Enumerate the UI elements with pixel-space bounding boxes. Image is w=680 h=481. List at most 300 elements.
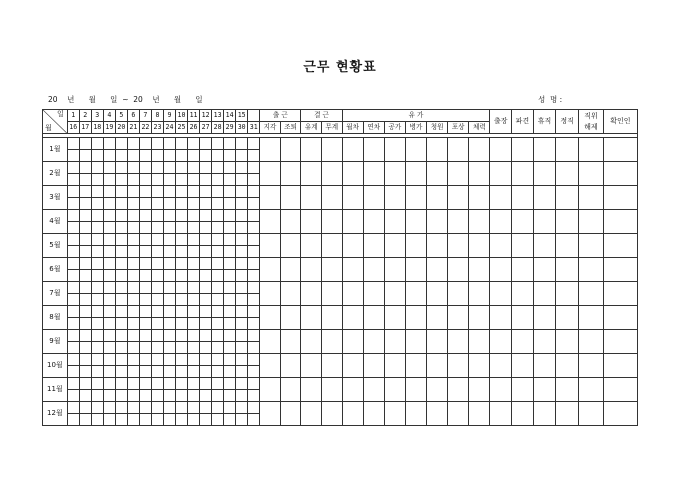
day-cell[interactable] <box>139 342 151 354</box>
day-cell[interactable] <box>139 234 151 246</box>
day-cell[interactable] <box>151 198 163 210</box>
day-cell[interactable] <box>188 294 200 306</box>
day-cell[interactable] <box>151 270 163 282</box>
day-cell[interactable] <box>151 378 163 390</box>
count-cell[interactable] <box>427 354 448 378</box>
count-cell[interactable] <box>490 378 512 402</box>
count-cell[interactable] <box>603 306 637 330</box>
day-cell[interactable] <box>224 186 236 198</box>
day-cell[interactable] <box>224 270 236 282</box>
day-cell[interactable] <box>127 198 139 210</box>
count-cell[interactable] <box>448 186 469 210</box>
count-cell[interactable] <box>342 306 363 330</box>
day-cell[interactable] <box>103 246 115 258</box>
day-cell[interactable] <box>200 210 212 222</box>
day-cell[interactable] <box>151 282 163 294</box>
count-cell[interactable] <box>363 186 384 210</box>
day-cell[interactable] <box>163 402 175 414</box>
day-cell[interactable] <box>248 174 260 186</box>
day-cell[interactable] <box>248 246 260 258</box>
day-cell[interactable] <box>176 234 188 246</box>
day-cell[interactable] <box>163 318 175 330</box>
day-cell[interactable] <box>200 162 212 174</box>
day-cell[interactable] <box>103 150 115 162</box>
day-cell[interactable] <box>163 342 175 354</box>
count-cell[interactable] <box>603 354 637 378</box>
count-cell[interactable] <box>579 186 604 210</box>
day-cell[interactable] <box>127 366 139 378</box>
day-cell[interactable] <box>176 246 188 258</box>
day-cell[interactable] <box>79 414 91 426</box>
count-cell[interactable] <box>448 138 469 162</box>
day-cell[interactable] <box>236 402 248 414</box>
day-cell[interactable] <box>224 402 236 414</box>
count-cell[interactable] <box>384 210 405 234</box>
count-cell[interactable] <box>603 282 637 306</box>
day-cell[interactable] <box>151 402 163 414</box>
day-cell[interactable] <box>248 282 260 294</box>
count-cell[interactable] <box>260 138 281 162</box>
day-cell[interactable] <box>139 414 151 426</box>
count-cell[interactable] <box>427 378 448 402</box>
day-cell[interactable] <box>67 234 79 246</box>
count-cell[interactable] <box>260 402 281 426</box>
count-cell[interactable] <box>579 258 604 282</box>
count-cell[interactable] <box>512 210 534 234</box>
day-cell[interactable] <box>188 150 200 162</box>
day-cell[interactable] <box>103 270 115 282</box>
day-cell[interactable] <box>91 162 103 174</box>
day-cell[interactable] <box>212 174 224 186</box>
count-cell[interactable] <box>405 258 426 282</box>
day-cell[interactable] <box>224 306 236 318</box>
count-cell[interactable] <box>512 378 534 402</box>
day-cell[interactable] <box>236 330 248 342</box>
count-cell[interactable] <box>322 210 343 234</box>
count-cell[interactable] <box>322 306 343 330</box>
day-cell[interactable] <box>103 354 115 366</box>
count-cell[interactable] <box>469 186 490 210</box>
count-cell[interactable] <box>469 330 490 354</box>
day-cell[interactable] <box>224 258 236 270</box>
day-cell[interactable] <box>67 402 79 414</box>
day-cell[interactable] <box>236 306 248 318</box>
day-cell[interactable] <box>212 354 224 366</box>
day-cell[interactable] <box>91 366 103 378</box>
count-cell[interactable] <box>260 306 281 330</box>
count-cell[interactable] <box>363 234 384 258</box>
count-cell[interactable] <box>490 234 512 258</box>
count-cell[interactable] <box>405 378 426 402</box>
count-cell[interactable] <box>363 138 384 162</box>
count-cell[interactable] <box>260 378 281 402</box>
day-cell[interactable] <box>127 402 139 414</box>
day-cell[interactable] <box>176 390 188 402</box>
day-cell[interactable] <box>212 198 224 210</box>
day-cell[interactable] <box>127 150 139 162</box>
day-cell[interactable] <box>248 162 260 174</box>
count-cell[interactable] <box>512 330 534 354</box>
count-cell[interactable] <box>301 378 322 402</box>
day-cell[interactable] <box>176 282 188 294</box>
count-cell[interactable] <box>556 378 579 402</box>
count-cell[interactable] <box>533 330 556 354</box>
count-cell[interactable] <box>603 210 637 234</box>
day-cell[interactable] <box>224 234 236 246</box>
day-cell[interactable] <box>139 270 151 282</box>
count-cell[interactable] <box>448 306 469 330</box>
count-cell[interactable] <box>603 258 637 282</box>
count-cell[interactable] <box>512 234 534 258</box>
count-cell[interactable] <box>405 138 426 162</box>
day-cell[interactable] <box>200 318 212 330</box>
day-cell[interactable] <box>67 186 79 198</box>
day-cell[interactable] <box>176 330 188 342</box>
count-cell[interactable] <box>469 234 490 258</box>
day-cell[interactable] <box>200 378 212 390</box>
count-cell[interactable] <box>556 210 579 234</box>
count-cell[interactable] <box>301 138 322 162</box>
day-cell[interactable] <box>139 330 151 342</box>
count-cell[interactable] <box>280 402 301 426</box>
day-cell[interactable] <box>91 390 103 402</box>
day-cell[interactable] <box>115 258 127 270</box>
day-cell[interactable] <box>115 378 127 390</box>
count-cell[interactable] <box>469 258 490 282</box>
day-cell[interactable] <box>200 258 212 270</box>
day-cell[interactable] <box>212 150 224 162</box>
day-cell[interactable] <box>139 318 151 330</box>
day-cell[interactable] <box>200 282 212 294</box>
day-cell[interactable] <box>103 414 115 426</box>
day-cell[interactable] <box>188 282 200 294</box>
count-cell[interactable] <box>322 258 343 282</box>
day-cell[interactable] <box>212 222 224 234</box>
count-cell[interactable] <box>512 306 534 330</box>
day-cell[interactable] <box>91 414 103 426</box>
day-cell[interactable] <box>200 390 212 402</box>
day-cell[interactable] <box>224 282 236 294</box>
day-cell[interactable] <box>176 378 188 390</box>
day-cell[interactable] <box>248 306 260 318</box>
day-cell[interactable] <box>115 390 127 402</box>
count-cell[interactable] <box>301 354 322 378</box>
day-cell[interactable] <box>79 258 91 270</box>
day-cell[interactable] <box>188 186 200 198</box>
day-cell[interactable] <box>151 258 163 270</box>
day-cell[interactable] <box>67 342 79 354</box>
count-cell[interactable] <box>490 330 512 354</box>
day-cell[interactable] <box>188 270 200 282</box>
count-cell[interactable] <box>512 138 534 162</box>
day-cell[interactable] <box>127 330 139 342</box>
count-cell[interactable] <box>427 234 448 258</box>
day-cell[interactable] <box>224 162 236 174</box>
day-cell[interactable] <box>103 330 115 342</box>
count-cell[interactable] <box>448 210 469 234</box>
count-cell[interactable] <box>384 258 405 282</box>
count-cell[interactable] <box>603 186 637 210</box>
day-cell[interactable] <box>248 402 260 414</box>
count-cell[interactable] <box>405 210 426 234</box>
count-cell[interactable] <box>490 138 512 162</box>
day-cell[interactable] <box>248 318 260 330</box>
day-cell[interactable] <box>127 210 139 222</box>
day-cell[interactable] <box>163 306 175 318</box>
day-cell[interactable] <box>176 402 188 414</box>
day-cell[interactable] <box>79 198 91 210</box>
day-cell[interactable] <box>115 354 127 366</box>
day-cell[interactable] <box>163 198 175 210</box>
count-cell[interactable] <box>579 402 604 426</box>
day-cell[interactable] <box>115 186 127 198</box>
day-cell[interactable] <box>67 150 79 162</box>
day-cell[interactable] <box>103 306 115 318</box>
day-cell[interactable] <box>91 186 103 198</box>
count-cell[interactable] <box>533 138 556 162</box>
day-cell[interactable] <box>115 270 127 282</box>
count-cell[interactable] <box>556 186 579 210</box>
count-cell[interactable] <box>342 402 363 426</box>
day-cell[interactable] <box>139 282 151 294</box>
day-cell[interactable] <box>200 414 212 426</box>
day-cell[interactable] <box>139 306 151 318</box>
day-cell[interactable] <box>200 306 212 318</box>
count-cell[interactable] <box>363 354 384 378</box>
day-cell[interactable] <box>212 186 224 198</box>
day-cell[interactable] <box>151 318 163 330</box>
count-cell[interactable] <box>405 306 426 330</box>
day-cell[interactable] <box>115 282 127 294</box>
count-cell[interactable] <box>579 378 604 402</box>
count-cell[interactable] <box>384 186 405 210</box>
day-cell[interactable] <box>248 414 260 426</box>
day-cell[interactable] <box>236 318 248 330</box>
day-cell[interactable] <box>236 414 248 426</box>
day-cell[interactable] <box>236 174 248 186</box>
count-cell[interactable] <box>603 162 637 186</box>
day-cell[interactable] <box>151 342 163 354</box>
day-cell[interactable] <box>224 174 236 186</box>
day-cell[interactable] <box>151 414 163 426</box>
day-cell[interactable] <box>79 210 91 222</box>
count-cell[interactable] <box>490 402 512 426</box>
count-cell[interactable] <box>405 162 426 186</box>
day-cell[interactable] <box>67 138 79 150</box>
day-cell[interactable] <box>248 378 260 390</box>
day-cell[interactable] <box>188 210 200 222</box>
day-cell[interactable] <box>115 198 127 210</box>
day-cell[interactable] <box>176 222 188 234</box>
day-cell[interactable] <box>67 318 79 330</box>
day-cell[interactable] <box>248 330 260 342</box>
count-cell[interactable] <box>603 234 637 258</box>
day-cell[interactable] <box>91 330 103 342</box>
day-cell[interactable] <box>139 198 151 210</box>
count-cell[interactable] <box>427 282 448 306</box>
day-cell[interactable] <box>151 306 163 318</box>
day-cell[interactable] <box>200 246 212 258</box>
day-cell[interactable] <box>79 270 91 282</box>
day-cell[interactable] <box>224 330 236 342</box>
count-cell[interactable] <box>579 306 604 330</box>
day-cell[interactable] <box>224 210 236 222</box>
count-cell[interactable] <box>427 258 448 282</box>
day-cell[interactable] <box>188 174 200 186</box>
count-cell[interactable] <box>280 138 301 162</box>
count-cell[interactable] <box>490 306 512 330</box>
day-cell[interactable] <box>103 210 115 222</box>
count-cell[interactable] <box>556 162 579 186</box>
day-cell[interactable] <box>200 402 212 414</box>
day-cell[interactable] <box>127 162 139 174</box>
day-cell[interactable] <box>176 174 188 186</box>
day-cell[interactable] <box>139 210 151 222</box>
day-cell[interactable] <box>67 174 79 186</box>
day-cell[interactable] <box>248 258 260 270</box>
day-cell[interactable] <box>236 390 248 402</box>
day-cell[interactable] <box>176 138 188 150</box>
count-cell[interactable] <box>579 162 604 186</box>
day-cell[interactable] <box>103 138 115 150</box>
count-cell[interactable] <box>512 282 534 306</box>
day-cell[interactable] <box>236 258 248 270</box>
day-cell[interactable] <box>115 318 127 330</box>
count-cell[interactable] <box>322 186 343 210</box>
day-cell[interactable] <box>67 198 79 210</box>
day-cell[interactable] <box>79 150 91 162</box>
day-cell[interactable] <box>67 210 79 222</box>
count-cell[interactable] <box>363 330 384 354</box>
day-cell[interactable] <box>163 330 175 342</box>
day-cell[interactable] <box>139 378 151 390</box>
period-field[interactable]: 20 년 월 일 ~ 20 년 월 일 <box>48 95 203 104</box>
day-cell[interactable] <box>163 210 175 222</box>
day-cell[interactable] <box>224 198 236 210</box>
count-cell[interactable] <box>556 234 579 258</box>
count-cell[interactable] <box>260 258 281 282</box>
day-cell[interactable] <box>151 222 163 234</box>
day-cell[interactable] <box>115 306 127 318</box>
day-cell[interactable] <box>212 138 224 150</box>
day-cell[interactable] <box>115 342 127 354</box>
count-cell[interactable] <box>579 234 604 258</box>
day-cell[interactable] <box>212 306 224 318</box>
day-cell[interactable] <box>163 234 175 246</box>
count-cell[interactable] <box>342 258 363 282</box>
day-cell[interactable] <box>212 270 224 282</box>
count-cell[interactable] <box>280 186 301 210</box>
day-cell[interactable] <box>224 354 236 366</box>
count-cell[interactable] <box>384 282 405 306</box>
day-cell[interactable] <box>163 282 175 294</box>
count-cell[interactable] <box>363 258 384 282</box>
day-cell[interactable] <box>248 186 260 198</box>
count-cell[interactable] <box>490 210 512 234</box>
day-cell[interactable] <box>248 342 260 354</box>
count-cell[interactable] <box>469 378 490 402</box>
day-cell[interactable] <box>67 258 79 270</box>
count-cell[interactable] <box>448 162 469 186</box>
day-cell[interactable] <box>200 234 212 246</box>
day-cell[interactable] <box>91 378 103 390</box>
day-cell[interactable] <box>212 162 224 174</box>
day-cell[interactable] <box>127 318 139 330</box>
count-cell[interactable] <box>556 258 579 282</box>
day-cell[interactable] <box>67 354 79 366</box>
day-cell[interactable] <box>176 258 188 270</box>
count-cell[interactable] <box>280 282 301 306</box>
day-cell[interactable] <box>103 402 115 414</box>
day-cell[interactable] <box>200 150 212 162</box>
count-cell[interactable] <box>384 330 405 354</box>
day-cell[interactable] <box>163 246 175 258</box>
day-cell[interactable] <box>236 246 248 258</box>
count-cell[interactable] <box>405 402 426 426</box>
day-cell[interactable] <box>67 294 79 306</box>
count-cell[interactable] <box>405 282 426 306</box>
count-cell[interactable] <box>342 162 363 186</box>
count-cell[interactable] <box>533 186 556 210</box>
day-cell[interactable] <box>163 162 175 174</box>
count-cell[interactable] <box>342 234 363 258</box>
count-cell[interactable] <box>363 402 384 426</box>
count-cell[interactable] <box>427 402 448 426</box>
day-cell[interactable] <box>139 402 151 414</box>
day-cell[interactable] <box>127 258 139 270</box>
day-cell[interactable] <box>212 210 224 222</box>
day-cell[interactable] <box>163 390 175 402</box>
count-cell[interactable] <box>322 378 343 402</box>
day-cell[interactable] <box>176 354 188 366</box>
day-cell[interactable] <box>67 390 79 402</box>
day-cell[interactable] <box>176 162 188 174</box>
day-cell[interactable] <box>224 378 236 390</box>
day-cell[interactable] <box>200 354 212 366</box>
count-cell[interactable] <box>322 282 343 306</box>
day-cell[interactable] <box>188 198 200 210</box>
count-cell[interactable] <box>260 162 281 186</box>
count-cell[interactable] <box>427 162 448 186</box>
day-cell[interactable] <box>67 282 79 294</box>
day-cell[interactable] <box>236 138 248 150</box>
day-cell[interactable] <box>127 354 139 366</box>
day-cell[interactable] <box>236 342 248 354</box>
count-cell[interactable] <box>260 234 281 258</box>
count-cell[interactable] <box>556 306 579 330</box>
day-cell[interactable] <box>188 318 200 330</box>
day-cell[interactable] <box>163 138 175 150</box>
day-cell[interactable] <box>103 222 115 234</box>
day-cell[interactable] <box>236 378 248 390</box>
day-cell[interactable] <box>176 150 188 162</box>
count-cell[interactable] <box>384 138 405 162</box>
count-cell[interactable] <box>322 138 343 162</box>
count-cell[interactable] <box>556 402 579 426</box>
day-cell[interactable] <box>79 162 91 174</box>
count-cell[interactable] <box>556 282 579 306</box>
count-cell[interactable] <box>301 162 322 186</box>
day-cell[interactable] <box>248 390 260 402</box>
day-cell[interactable] <box>103 378 115 390</box>
day-cell[interactable] <box>127 294 139 306</box>
day-cell[interactable] <box>248 234 260 246</box>
count-cell[interactable] <box>427 330 448 354</box>
day-cell[interactable] <box>91 222 103 234</box>
count-cell[interactable] <box>448 402 469 426</box>
count-cell[interactable] <box>533 354 556 378</box>
count-cell[interactable] <box>533 210 556 234</box>
